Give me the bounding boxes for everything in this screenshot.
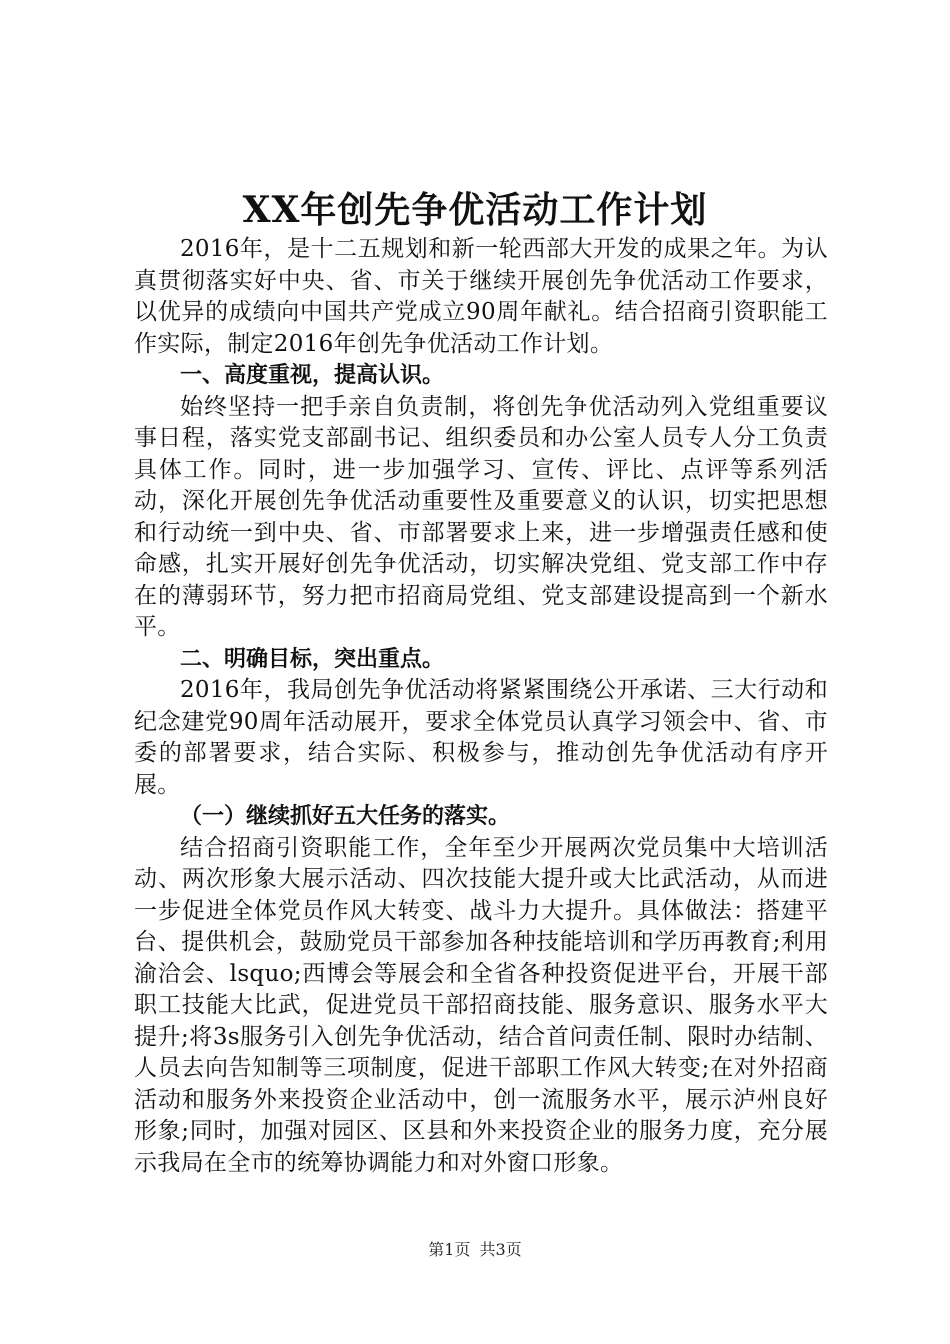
document-body bbox=[134, 234, 828, 1179]
subsection-heading-1: （一）继续抓好五大任务的落实。 bbox=[180, 804, 511, 829]
document-title: XX年创先争优活动工作计划 bbox=[242, 189, 708, 231]
intro-paragraph: 2016年，是十二五规划和新一轮西部大开发的成果之年。为认真贯彻落实好中央、省、市关于继续开展创先争优活动工作要求，以优异的成绩向中国共产党成立90周年献礼。结合招商引资职能工作实际，制定2016年创先争优活动工作计划。 bbox=[134, 236, 828, 357]
page-footer bbox=[0, 1240, 950, 1260]
subsection-1-paragraph: 结合招商引资职能工作，全年至少开展两次党员集中大培训活动、两次形象大展示活动、四次技能大提升或大比武活动，从而进一步促进全体党员作风大转变、战斗力大提升。具体做法：搭建平台、提供机会，鼓励党员干部参加各种技能培训和学历再教育;利用渝洽会、lsquo;西博会等展会和全省各种投资促进平台，开展干部职工技能大比武，促进党员干部招商技能、服务意识、服务水平大提升;将3s服务引入创先争优活动，结合首问责任制、限时办结制、人员去向告知制等三项制度，促进干部职工作风大转变;在对外招商活动和服务外来投资企业活动中，创一流服务水平，展示泸州良好形象;同时，加强对园区、区县和外来投资企业的服务力度，充分展示我局在全市的统筹协调能力和对外窗口形象。 bbox=[134, 834, 828, 1176]
section-1-paragraph: 始终坚持一把手亲自负责制，将创先争优活动列入党组重要议事日程，落实党支部副书记、组织委员和办公室人员专人分工负责具体工作。同时，进一步加强学习、宣传、评比、点评等系列活动，深化开展创先争优活动重要性及重要意义的认识，切实把思想和行动统一到中央、省、市部署要求上来，进一步增强责任感和使命感，扎实开展好创先争优活动，切实解决党组、党支部工作中存在的薄弱环节，努力把市招商局党组、党支部建设提高到一个新水平。 bbox=[134, 393, 828, 640]
section-2-paragraph: 2016年，我局创先争优活动将紧紧围绕公开承诺、三大行动和纪念建党90周年活动展开，要求全体党员认真学习领会中、省、市委的部署要求，结合实际、积极参与，推动创先争优活动有序开展。 bbox=[134, 677, 828, 798]
page-number: 第1页 bbox=[428, 1240, 471, 1259]
section-heading-1: 一、高度重视，提高认识。 bbox=[180, 363, 445, 388]
section-heading-2: 二、明确目标，突出重点。 bbox=[180, 646, 445, 672]
page-total: 共3页 bbox=[479, 1240, 522, 1259]
